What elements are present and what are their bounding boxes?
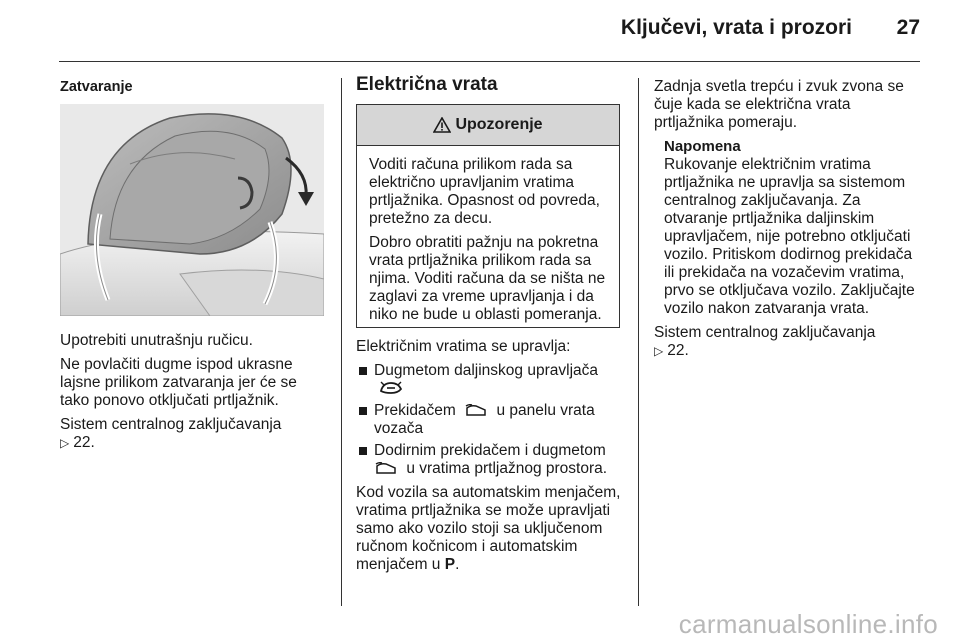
warning-body bbox=[357, 146, 619, 324]
bullet-touchpad-text: Dodirnim prekidačem i dugmetom bbox=[374, 442, 606, 459]
automatic-transmission-note bbox=[356, 484, 626, 574]
warning-paragraph-2: Dobro obratiti pažnju na pokretna vrata prtljažnika prilikom rada sa njima. Voditi računa da se ništa ne zaglavi za vreme upravljanja i da niko ne bude u oblasti pomeranja. bbox=[369, 234, 606, 323]
closing-period: . bbox=[455, 556, 460, 573]
left-column-body bbox=[60, 332, 320, 452]
bullet-remote-text: Dugmetom daljinskog upravljača bbox=[374, 362, 599, 379]
tailgate-illustration bbox=[60, 104, 324, 316]
warning-title: Upozorenje bbox=[455, 116, 543, 133]
list-item bbox=[356, 402, 626, 438]
watermark: carmanualsonline.info bbox=[678, 609, 938, 639]
xref-label: Sistem centralnog zaključavanja bbox=[654, 324, 876, 341]
header-rule bbox=[59, 61, 920, 62]
tailgate-icon bbox=[464, 404, 488, 418]
bullet-touchpad-text-cont: u vratima prtljažnog prostora. bbox=[406, 460, 608, 477]
section-heading-closing: Zatvaranje bbox=[60, 79, 133, 95]
tailgate-icon bbox=[374, 462, 398, 476]
cross-reference-central-locking bbox=[654, 324, 924, 360]
cross-reference-central-locking bbox=[60, 416, 320, 452]
xref-label: Sistem centralnog zaključavanja bbox=[60, 416, 282, 433]
xref-page: 22. bbox=[667, 342, 689, 359]
xref-page: 22. bbox=[73, 434, 95, 451]
running-header-title: Ključevi, vrata i prozori bbox=[620, 16, 852, 39]
middle-heading-wrap bbox=[356, 76, 626, 100]
gear-position-p: P bbox=[444, 556, 456, 573]
closing-instruction: Upotrebiti unutrašnju ručicu. bbox=[60, 332, 253, 349]
operation-methods-list bbox=[356, 362, 626, 478]
note-block bbox=[654, 138, 924, 318]
list-item bbox=[356, 362, 626, 398]
remote-key-icon bbox=[378, 380, 404, 396]
operation-intro: Električnim vratima se upravlja: bbox=[356, 338, 571, 355]
column-divider-2 bbox=[638, 78, 639, 606]
column-divider-1 bbox=[341, 78, 342, 606]
note-body: Rukovanje električnim vratima prtljažnika ne upravlja sa sistemom centralnog zaključavanja. Za otvaranje prtljažnika daljinskim upravljačem, nije potrebno otključati vozilo. Pritiskom dodirnog prekidača ili prekidača na vozačevim vratima, prvo se otključava vozilo. Zaključajte vozilo nakon zatvaranja vrata. bbox=[664, 156, 915, 317]
bullet-switch-text-cont: u panelu vrata vozača bbox=[374, 402, 595, 437]
tailgate-drawing bbox=[60, 104, 324, 316]
cross-reference-arrow-icon: ▷ bbox=[654, 344, 664, 358]
right-column-body bbox=[654, 78, 924, 366]
middle-column-body bbox=[356, 338, 626, 580]
left-column-heading-wrap bbox=[60, 78, 330, 102]
warning-paragraph-1: Voditi računa prilikom rada sa električno upravljanim vratima prtljažnika. Opasnost od povreda, pretežno za decu. bbox=[369, 156, 600, 227]
cross-reference-arrow-icon: ▷ bbox=[60, 436, 70, 450]
list-item bbox=[356, 442, 626, 478]
section-heading-power-tailgate: Električna vrata bbox=[356, 74, 498, 95]
tail-lights-info: Zadnja svetla trepću i zvuk zvona se čuje kada se električna vrata prtljažnika pomeraju. bbox=[654, 78, 904, 131]
warning-header bbox=[357, 105, 619, 146]
closing-caution-text: Ne povlačiti dugme ispod ukrasne lajsne prilikom zatvaranja jer će se tako ponovo otključati prtljažnik. bbox=[60, 356, 297, 409]
closing-text: Kod vozila sa automatskim menjačem, vratima prtljažnika se može upravljati samo ako vozilo stoji sa uključenom ručnom kočnicom i automatskim menjačem u bbox=[356, 484, 621, 573]
bullet-switch-text: Prekidačem bbox=[374, 402, 456, 419]
page-number: 27 bbox=[896, 16, 920, 39]
warning-box bbox=[356, 104, 620, 328]
note-title: Napomena bbox=[664, 138, 741, 155]
warning-triangle-icon bbox=[433, 117, 451, 133]
